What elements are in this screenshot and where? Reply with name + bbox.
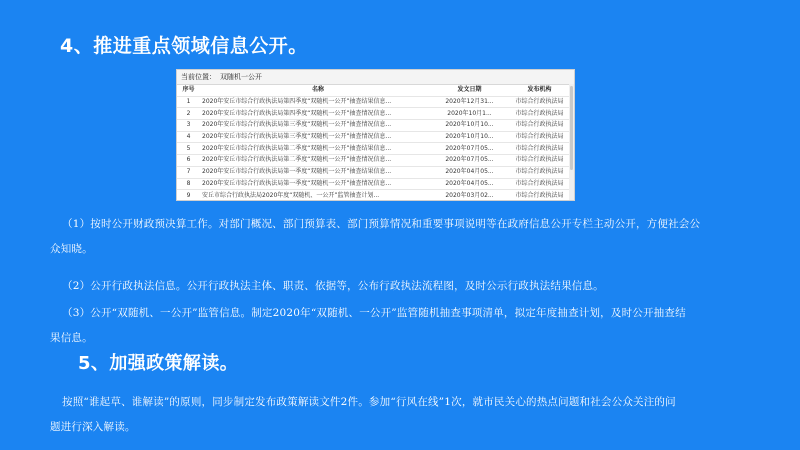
breadcrumb bbox=[177, 70, 574, 85]
table-row bbox=[177, 131, 575, 143]
table-cell-date: 2020年10月10... bbox=[436, 120, 503, 132]
table-cell-name: 2020年安丘市综合行政执法局第三季度“双随机一公开”抽查情况信息... bbox=[200, 131, 436, 143]
table-cell-name: 2020年安丘市综合行政执法局第四季度“双随机一公开”抽查结果信息... bbox=[200, 96, 436, 108]
table-cell-name: 2020年安丘市综合行政执法局第三季度“双随机一公开”抽查情况信息... bbox=[200, 120, 436, 132]
paragraph-law-enforcement-info bbox=[50, 274, 772, 299]
paragraph-line: 果信息。 bbox=[50, 332, 93, 344]
table-cell-org: 市综合行政执法局 bbox=[503, 120, 575, 132]
embedded-table-screenshot bbox=[176, 69, 575, 201]
breadcrumb-value: 双随机一公开 bbox=[220, 73, 262, 81]
table-cell-index: 3 bbox=[177, 120, 200, 132]
breadcrumb-prefix: 当前位置： bbox=[181, 73, 216, 81]
column-header-org: 发布机构 bbox=[503, 85, 575, 96]
table-scrollbar bbox=[569, 84, 574, 201]
table-row bbox=[177, 190, 575, 201]
table-cell-date: 2020年10月10... bbox=[436, 131, 503, 143]
table-cell-org: 市综合行政执法局 bbox=[503, 96, 575, 108]
table-cell-org: 市综合行政执法局 bbox=[503, 143, 575, 155]
table-cell-name: 2020年安丘市综合行政执法局第二季度“双随机一公开”抽查情况信息... bbox=[200, 155, 436, 167]
table-cell-date: 2020年07月05... bbox=[436, 143, 503, 155]
table-cell-index: 1 bbox=[177, 96, 200, 108]
table-header-row bbox=[177, 85, 575, 96]
column-header-name: 名称 bbox=[200, 85, 436, 96]
paragraph-line: （1）按时公开财政预决算工作。对部门概况、部门预算表、部门预算情况和重要事项说明等在政府信息公开专栏主动公开，方便社会公 bbox=[62, 218, 701, 230]
table-cell-index: 9 bbox=[177, 190, 200, 201]
paragraph-double-random-supervision bbox=[50, 301, 772, 351]
table-cell-org: 市综合行政执法局 bbox=[503, 178, 575, 190]
table-cell-date: 2020年12月31... bbox=[436, 96, 503, 108]
table-cell-org: 市综合行政执法局 bbox=[503, 166, 575, 178]
table-cell-org: 市综合行政执法局 bbox=[503, 108, 575, 120]
column-header-date: 发文日期 bbox=[436, 85, 503, 96]
paragraph-line: （3）公开“双随机、一公开”监管信息。制定2020年“双随机、一公开”监管随机抽查事项清单，拟定年度抽查计划，及时公开抽查结 bbox=[62, 307, 686, 319]
table-cell-name: 安丘市综合行政执法局2020年度“双随机、一公开”监管抽查计划... bbox=[200, 190, 436, 201]
table-row bbox=[177, 178, 575, 190]
table-cell-org: 市综合行政执法局 bbox=[503, 155, 575, 167]
column-header-index: 序号 bbox=[177, 85, 200, 96]
table-cell-name: 2020年安丘市综合行政执法局第一季度“双随机一公开”抽查情况信息... bbox=[200, 178, 436, 190]
paragraph-line: 题进行深入解读。 bbox=[50, 421, 136, 433]
table-cell-date: 2020年04月05... bbox=[436, 166, 503, 178]
paragraph-line: 按照“谁起草、谁解读”的原则，同步制定发布政策解读文件2件。参加“行风在线”1次，就市民关心的热点问题和社会公众关注的问 bbox=[62, 396, 676, 408]
table-cell-name: 2020年安丘市综合行政执法局第一季度“双随机一公开”抽查结果信息... bbox=[200, 166, 436, 178]
table-row bbox=[177, 108, 575, 120]
paragraph-financial-disclosure bbox=[50, 212, 772, 262]
table-cell-index: 8 bbox=[177, 178, 200, 190]
table-row bbox=[177, 96, 575, 108]
table-cell-index: 5 bbox=[177, 143, 200, 155]
disclosure-table bbox=[177, 85, 575, 201]
table-cell-date: 2020年10月1... bbox=[436, 108, 503, 120]
table-cell-index: 4 bbox=[177, 131, 200, 143]
table-row bbox=[177, 120, 575, 132]
table-cell-index: 6 bbox=[177, 155, 200, 167]
table-row bbox=[177, 166, 575, 178]
table-cell-date: 2020年03月02... bbox=[436, 190, 503, 201]
table-cell-date: 2020年04月05... bbox=[436, 178, 503, 190]
table-row bbox=[177, 143, 575, 155]
table-cell-date: 2020年07月05... bbox=[436, 155, 503, 167]
table-cell-index: 2 bbox=[177, 108, 200, 120]
table-cell-org: 市综合行政执法局 bbox=[503, 190, 575, 201]
table-cell-index: 7 bbox=[177, 166, 200, 178]
table-cell-org: 市综合行政执法局 bbox=[503, 131, 575, 143]
table-cell-name: 2020年安丘市综合行政执法局第二季度“双随机一公开”抽查结果信息... bbox=[200, 143, 436, 155]
section-5-heading: 5、加强政策解读。 bbox=[78, 353, 239, 374]
table-row bbox=[177, 155, 575, 167]
paragraph-line: （2）公开行政执法信息。公开行政执法主体、职责、依据等，公布行政执法流程图，及时公示行政执法结果信息。 bbox=[62, 280, 604, 292]
paragraph-line: 众知晓。 bbox=[50, 243, 93, 255]
table-cell-name: 2020年安丘市综合行政执法局第四季度“双随机一公开”抽查情况信息... bbox=[200, 108, 436, 120]
section-4-heading: 4、推进重点领域信息公开。 bbox=[60, 35, 308, 57]
paragraph-policy-interpretation bbox=[50, 390, 772, 440]
